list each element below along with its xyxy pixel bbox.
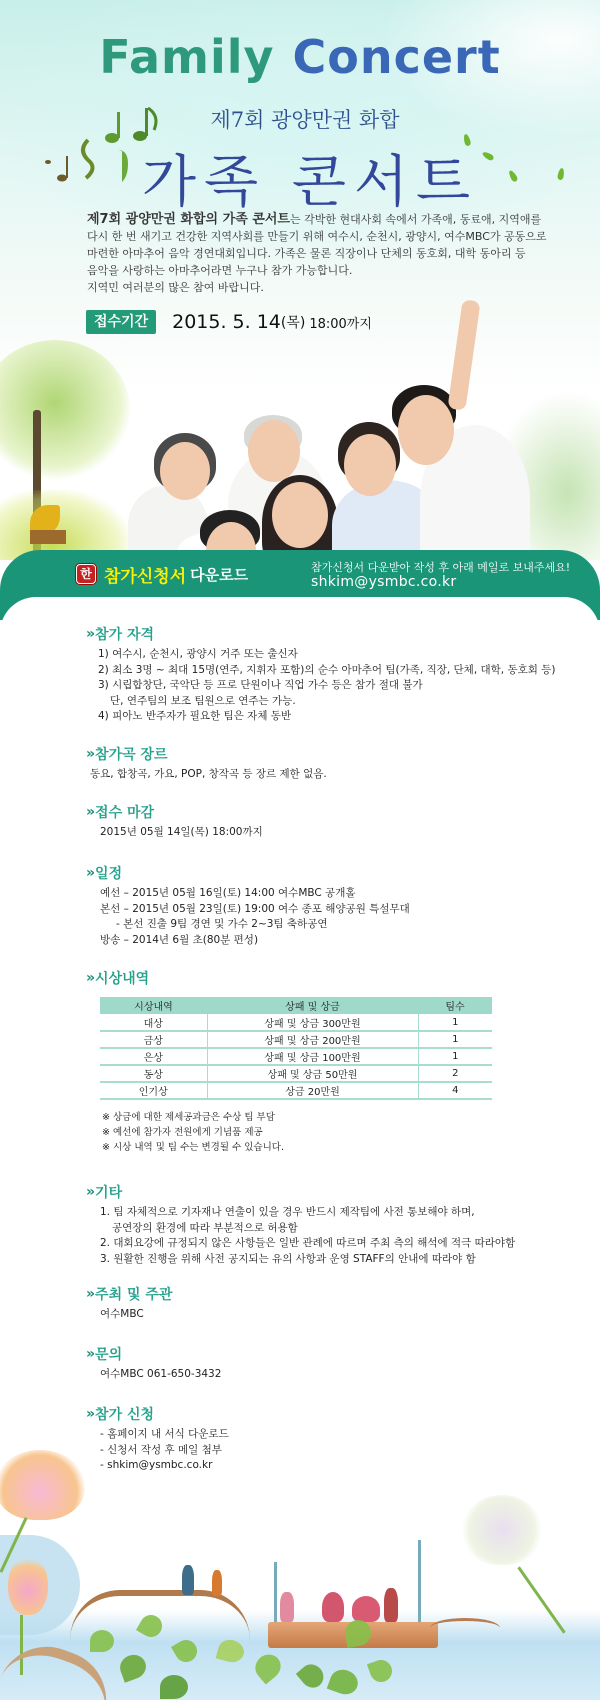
face (160, 442, 210, 500)
double-chevron-right-icon: » (86, 804, 93, 820)
award-team-count: 4 (418, 1082, 492, 1099)
light-pole (418, 1540, 421, 1622)
footer-illustration (0, 1440, 600, 1700)
list-item: 본선 – 2015년 05월 23일(토) 19:00 여수 종포 해양공원 특설무대 (100, 902, 410, 915)
section-genre (86, 744, 586, 783)
download-label: 다운로드 (190, 565, 249, 584)
intro-line: 지역민 여러분의 많은 참여 바랍니다. (87, 281, 264, 294)
table-row (100, 1048, 492, 1065)
face (272, 482, 328, 548)
section-heading (86, 1182, 586, 1202)
section-title: 참가곡 장르 (95, 747, 168, 763)
section-title: 접수 마감 (95, 805, 155, 821)
award-name: 인기상 (100, 1082, 207, 1099)
download-label-strong: 참가신청서 (104, 566, 187, 587)
table-header-row (100, 997, 492, 1014)
awards-notes (86, 1110, 586, 1155)
person-on-bridge (212, 1570, 222, 1596)
award-team-count: 1 (418, 1048, 492, 1065)
column-header: 팀수 (418, 997, 492, 1014)
download-instruction: 참가신청서 다운받아 작성 후 아래 메일로 보내주세요! (311, 561, 571, 574)
boat-tail-illustration (430, 1618, 500, 1638)
list-item: 예선 – 2015년 05월 16일(토) 14:00 여수MBC 공개홀 (100, 887, 356, 899)
list-item: 3. 원활한 진행을 위해 사전 공지되는 유의 사항과 운영 STAFF의 안내에 따라야 함 (100, 1252, 476, 1265)
list-item: 단, 연주팀의 보조 팀원으로 연주는 가능. (110, 694, 296, 707)
list-item: 2) 최소 3명 ~ 최대 15명(연주, 지휘자 포함)의 순수 아마추어 팀(가족, 직장, 단체, 대학, 동호회 등) (98, 663, 556, 676)
submission-email-link[interactable]: shkim@ysmbc.co.kr (311, 574, 457, 590)
section-body: 여수MBC (100, 1308, 144, 1320)
award-prize: 상패 및 상금 50만원 (207, 1065, 418, 1082)
hwp-document-icon: 한 (76, 564, 96, 584)
performer-figure (322, 1592, 344, 1622)
double-chevron-right-icon: » (86, 626, 93, 642)
gramophone-base (30, 530, 66, 544)
double-chevron-right-icon: » (86, 1406, 93, 1422)
pointing-arm (447, 299, 480, 410)
award-name: 은상 (100, 1048, 207, 1065)
column-header: 시상내역 (100, 997, 207, 1014)
list-item: - 신청서 작성 후 메일 첨부 (100, 1443, 222, 1456)
section-heading (86, 968, 586, 988)
list-item: 3) 시립합창단, 국악단 등 프로 단원이나 직업 가수 등은 참가 절대 불가 (98, 679, 423, 691)
lily-pad (160, 1675, 188, 1699)
performer-figure (384, 1588, 398, 1622)
table-row (100, 1031, 492, 1048)
registration-period (86, 310, 372, 334)
table-row (100, 1082, 492, 1099)
section-awards (86, 968, 586, 1155)
list-item: 4) 피아노 반주자가 필요한 팀은 자체 동반 (98, 710, 292, 722)
award-team-count: 1 (418, 1014, 492, 1031)
section-body: 동요, 합창곡, 가요, POP, 창작곡 등 장르 제한 없음. (90, 768, 327, 780)
double-chevron-right-icon: » (86, 1286, 93, 1302)
section-title: 참가 신청 (95, 1407, 155, 1423)
award-team-count: 2 (418, 1065, 492, 1082)
section-heading (86, 1284, 586, 1304)
section-schedule (86, 863, 586, 948)
section-title: 문의 (95, 1347, 123, 1363)
section-title: 참가 자격 (95, 627, 155, 643)
list-item: 1. 팀 자체적으로 기자재나 연출이 있을 경우 반드시 제작팀에 사전 통보해야 하며, (100, 1206, 475, 1218)
double-chevron-right-icon: » (86, 865, 93, 881)
performer-figure (280, 1592, 294, 1622)
note-item: ※ 예선에 참가자 전원에게 기념품 제공 (102, 1127, 263, 1138)
face (398, 395, 454, 465)
double-chevron-right-icon: » (86, 1346, 93, 1362)
double-chevron-right-icon: » (86, 746, 93, 762)
section-contact (86, 1344, 586, 1383)
award-name: 대상 (100, 1014, 207, 1031)
person-on-bridge (182, 1565, 194, 1595)
list-item: 1) 여수시, 순천시, 광양시 거주 또는 출신자 (98, 648, 298, 660)
note-item: ※ 시상 내역 및 팀 수는 변경될 수 있습니다. (102, 1142, 284, 1153)
section-heading (86, 624, 586, 644)
registration-period-badge: 접수기간 (86, 310, 156, 334)
registration-deadline-dow: (목) (280, 315, 306, 331)
award-name: 동상 (100, 1065, 207, 1082)
awards-table (100, 997, 492, 1100)
intro-lead: 제7회 광양만권 화합의 가족 콘서트 (87, 212, 290, 227)
hero-title-concert: Concert (292, 30, 501, 84)
list-item: - 본선 진출 9팀 경연 및 가수 2~3팀 축하공연 (116, 918, 328, 930)
application-form-download-button[interactable] (76, 561, 248, 587)
hero-title (0, 30, 600, 84)
note-item: ※ 상금에 대한 제세공과금은 수상 팀 부담 (102, 1112, 275, 1123)
section-body: 2015년 05월 14일(목) 18:00까지 (100, 826, 263, 838)
section-eligibility (86, 624, 586, 725)
award-team-count: 1 (418, 1031, 492, 1048)
table-row (100, 1014, 492, 1031)
hero-banner (0, 0, 600, 560)
section-body (86, 886, 586, 948)
hero-title-family: Family (99, 30, 275, 84)
intro-paragraph (87, 211, 557, 296)
performer-figure (352, 1596, 380, 1622)
section-etc (86, 1182, 586, 1267)
section-title: 시상내역 (95, 971, 150, 987)
family-photo (0, 330, 600, 560)
list-item: 공연장의 환경에 따라 부분적으로 허용함 (112, 1221, 298, 1234)
column-header: 상패 및 상금 (207, 997, 418, 1014)
registration-deadline-date: 2015. 5. 14 (172, 311, 281, 333)
table-row (100, 1065, 492, 1082)
section-title: 주최 및 주관 (95, 1287, 173, 1303)
lotus-bud-icon (8, 1555, 48, 1615)
hero-subtitle: 제7회 광양만권 화합 (210, 108, 400, 132)
section-deadline (86, 802, 586, 841)
double-chevron-right-icon: » (86, 970, 93, 986)
section-host (86, 1284, 586, 1323)
list-item: 2. 대회요강에 규정되지 않은 사항들은 일반 관례에 따르며 주최 측의 해석에 적극 따라야함 (100, 1237, 516, 1249)
list-item: 방송 – 2014년 6월 초(80분 편성) (100, 933, 259, 946)
intro-line: 음악을 사랑하는 아마추어라면 누구나 참가 가능합니다. (87, 264, 353, 277)
award-prize: 상금 20만원 (207, 1082, 418, 1099)
light-pole (274, 1562, 277, 1622)
double-chevron-right-icon: » (86, 1184, 93, 1200)
section-title: 기타 (95, 1185, 123, 1201)
intro-line: 마련한 아마추어 음악 경연대회입니다. 가족은 물론 직장이나 단체의 동호회, 대학 동아리 등 (87, 247, 526, 260)
award-prize: 상패 및 상금 100만원 (207, 1048, 418, 1065)
hero-main-title: 가족 콘서트 (141, 150, 479, 215)
intro-line: 는 각박한 현대사회 속에서 가족애, 동료애, 지역애를 (289, 213, 542, 226)
section-body (86, 1205, 586, 1267)
award-name: 금상 (100, 1031, 207, 1048)
face (344, 434, 396, 496)
section-heading (86, 1404, 586, 1424)
white-lotus-icon (462, 1495, 542, 1565)
section-body: 여수MBC 061-650-3432 (100, 1368, 222, 1380)
intro-line: 다시 한 번 새기고 건강한 지역사회를 만들기 위해 여수시, 순천시, 광양시, 여수MBC가 공동으로 (87, 230, 547, 243)
lily-pad (90, 1630, 114, 1652)
section-heading (86, 1344, 586, 1364)
lotus-flower-icon (0, 1450, 85, 1520)
award-prize: 상패 및 상금 300만원 (207, 1014, 418, 1031)
face (248, 420, 300, 482)
section-title: 일정 (95, 866, 123, 882)
award-prize: 상패 및 상금 200만원 (207, 1031, 418, 1048)
registration-deadline-time: 18:00까지 (309, 316, 372, 332)
section-body (86, 647, 586, 725)
tree-illustration (0, 340, 130, 480)
section-heading (86, 863, 586, 883)
list-item: - 홈페이지 내 서식 다운로드 (100, 1428, 229, 1440)
section-heading (86, 744, 586, 764)
section-heading (86, 802, 586, 822)
list-item: - shkim@ysmbc.co.kr (100, 1459, 213, 1471)
